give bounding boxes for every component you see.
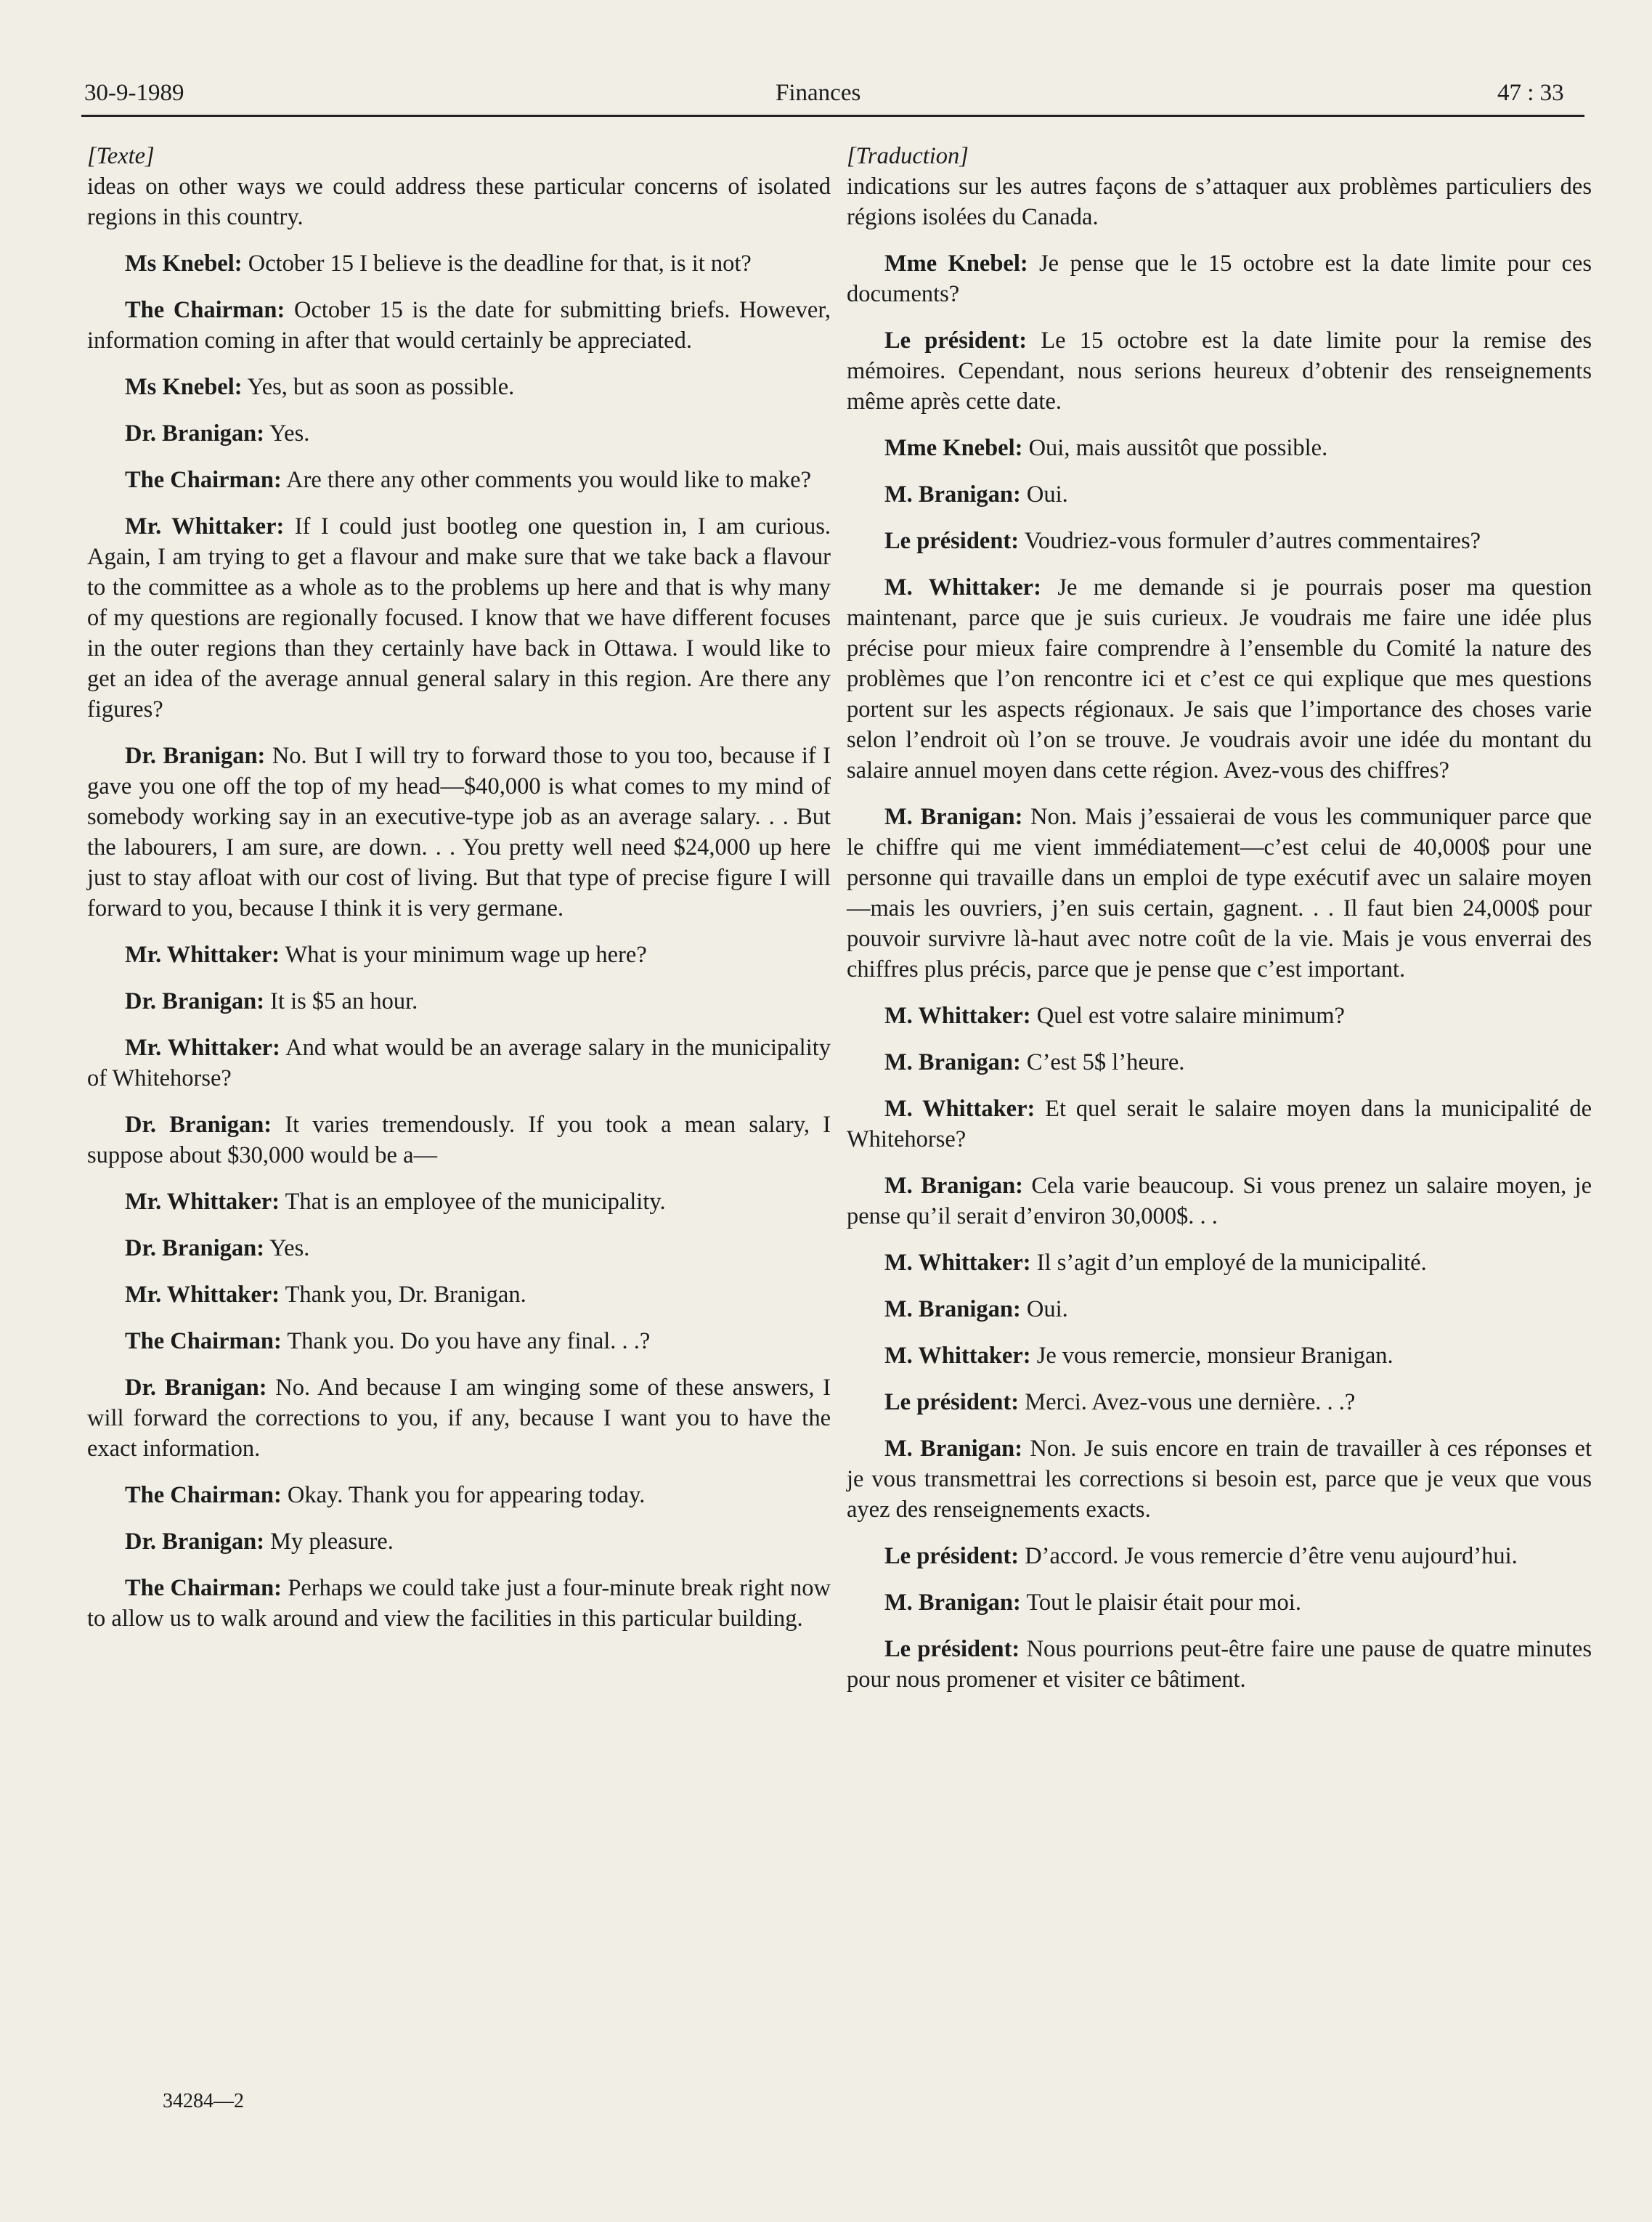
speech-text: And what would be an average salary in the municipality of Whitehorse? xyxy=(87,1035,831,1091)
speaker-name: Mr. Whittaker: xyxy=(125,1282,280,1308)
speech-text: Yes. xyxy=(264,1235,310,1261)
speech-text: Yes. xyxy=(264,420,310,447)
speech-paragraph xyxy=(87,741,831,924)
speaker-name: Ms Knebel: xyxy=(125,251,243,277)
speech-paragraph xyxy=(87,418,831,449)
speaker-name: M. Branigan: xyxy=(884,1173,1023,1199)
speech-text: October 15 is the date for submitting briefs. However, information coming in after that would certainly be appreciated. xyxy=(87,297,831,354)
speaker-name: Le président: xyxy=(884,1636,1020,1662)
speaker-name: Dr. Branigan: xyxy=(125,743,266,769)
speaker-name: M. Whittaker: xyxy=(884,574,1041,601)
intro-paragraph: ideas on other ways we could address these particular concerns of isolated regions in this country. xyxy=(87,174,831,230)
speech-text: Okay. Thank you for appearing today. xyxy=(281,1482,646,1508)
speech-paragraph xyxy=(87,1326,831,1356)
speech-paragraph xyxy=(847,526,1592,556)
speech-text: Tout le plaisir était pour moi. xyxy=(1020,1590,1301,1616)
speaker-name: Le président: xyxy=(884,528,1020,554)
speech-text: Voudriez-vous formuler d’autres commentaires? xyxy=(1019,528,1481,554)
speech-text: Non. Je suis encore en train de travailler à ces réponses et je vous transmettrai les corrections si besoin est, parce que je veux que vous ayez des renseignements exacts. xyxy=(847,1436,1592,1523)
speech-paragraph xyxy=(847,1171,1592,1232)
speaker-name: M. Branigan: xyxy=(884,1590,1021,1616)
speech-paragraph xyxy=(847,1387,1592,1417)
speech-text: Quel est votre salaire minimum? xyxy=(1030,1003,1345,1029)
speaker-name: Le président: xyxy=(884,327,1028,354)
speech-text: It is $5 an hour. xyxy=(264,988,418,1014)
speaker-name: Mr. Whittaker: xyxy=(125,1035,280,1061)
speaker-name: Le président: xyxy=(884,1543,1020,1569)
speech-text: Je me demande si je pourrais poser ma question maintenant, parce que je suis curieux. Je voudrais me faire une idée plus précise pour mieux faire comprendre à l’ensemble du Comité la nature des problèmes que l’on rencontre ici et c’est ce qui explique que mes questions portent sur les aspects régionaux. Je sais que l’importance des choses varie selon l’endroit où l’on se trouve. Je voudrais avoir une idée du montant du salaire annuel moyen dans cette région. Avez-vous des chiffres? xyxy=(847,574,1592,784)
speech-paragraph xyxy=(87,1372,831,1464)
speaker-name: Dr. Branigan: xyxy=(125,1112,272,1138)
speech-text: Are there any other comments you would like to make? xyxy=(281,467,812,493)
speaker-name: M. Whittaker: xyxy=(884,1096,1035,1122)
speech-text: Non. Mais j’essaierai de vous les communiquer parce que le chiffre qui me vient immédiatement—c’est celui de 40,000$ pour une personne qui travaille dans un emploi de type exécutif avec un salaire moyen—mais les ouvriers, j’en suis certain, gagnent. . . Il faut bien 24,000$ pour pouvoir survivre là-haut avec notre coût de la vie. Mais je vous enverrai des chiffres plus précis, parce que je pense que c’est important. xyxy=(847,804,1592,982)
speech-paragraph xyxy=(87,465,831,495)
speech-paragraph xyxy=(847,1634,1592,1695)
speech-paragraph xyxy=(87,1480,831,1510)
speech-text: It varies tremendously. If you took a mean salary, I suppose about $30,000 would be a— xyxy=(87,1112,831,1168)
speech-text: No. But I will try to forward those to you too, because if I gave you one off the top of my head—$40,000 is what comes to my mind of somebody working say in an executive-type job as an average salary. . . But the labourers, I am sure, are down. . . You pretty well need $24,000 up here just to stay afloat with our cost of living. But that type of precise figure I will forward to you, because I think it is very germane. xyxy=(87,743,831,921)
intro-paragraph: indications sur les autres façons de s’attaquer aux problèmes particuliers des régions isolées du Canada. xyxy=(847,174,1592,230)
speaker-name: The Chairman: xyxy=(125,297,285,323)
speech-text: October 15 I believe is the deadline for that, is it not? xyxy=(242,251,752,277)
header-date: 30-9-1989 xyxy=(84,80,184,106)
header-page-number: 47 : 33 xyxy=(1497,80,1564,106)
speech-paragraph xyxy=(847,1294,1592,1324)
speech-text: Oui. xyxy=(1020,481,1068,508)
speaker-name: Ms Knebel: xyxy=(125,374,243,400)
speaker-name: M. Branigan: xyxy=(884,481,1021,508)
speech-text: If I could just bootleg one question in, I am curious. Again, I am trying to get a flavour and make sure that we take back a flavour to the committee as a whole as to the problems up here and that is why many of my questions are regionally focused. I know that we have different focuses in the outer regions than they certainly have back in Ottawa. I would like to get an idea of the average annual general salary in this region. Are there any figures? xyxy=(87,513,831,723)
speech-paragraph xyxy=(847,1587,1592,1618)
speech-paragraph xyxy=(847,1433,1592,1525)
footer-code: 34284—2 xyxy=(163,2090,244,2112)
speech-paragraph xyxy=(847,1541,1592,1571)
speech-paragraph xyxy=(847,1094,1592,1155)
speech-paragraph xyxy=(847,1047,1592,1078)
speaker-name: The Chairman: xyxy=(125,467,282,493)
speech-text: Nous pourrions peut-être faire une pause de quatre minutes pour nous promener et visiter ce bâtiment. xyxy=(847,1636,1592,1693)
speaker-name: M. Branigan: xyxy=(884,804,1023,830)
speech-paragraph xyxy=(847,433,1592,463)
header-title: Finances xyxy=(776,80,861,106)
speaker-name: Mme Knebel: xyxy=(884,435,1023,461)
speaker-name: Mr. Whittaker: xyxy=(125,513,285,540)
speech-text: Il s’agit d’un employé de la municipalité. xyxy=(1030,1250,1427,1276)
speech-paragraph xyxy=(87,511,831,725)
speaker-name: M. Whittaker: xyxy=(884,1003,1031,1029)
speech-paragraph xyxy=(87,295,831,356)
speech-paragraph xyxy=(87,1187,831,1217)
speaker-name: Le président: xyxy=(884,1389,1020,1415)
speech-paragraph xyxy=(87,1233,831,1263)
speech-paragraph xyxy=(87,940,831,970)
speech-text: No. And because I am winging some of these answers, I will forward the corrections to you, if any, because I want you to have the exact information. xyxy=(87,1375,831,1462)
speech-text: That is an employee of the municipality. xyxy=(280,1189,666,1215)
speech-paragraph xyxy=(87,1033,831,1094)
speaker-name: M. Branigan: xyxy=(884,1049,1021,1075)
speech-text: Le 15 octobre est la date limite pour la remise des mémoires. Cependant, nous serions heureux d’obtenir des renseignements même après cette date. xyxy=(847,327,1592,415)
speech-paragraph xyxy=(847,325,1592,417)
speech-paragraph xyxy=(847,572,1592,786)
speech-text: C’est 5$ l’heure. xyxy=(1020,1049,1185,1075)
speaker-name: The Chairman: xyxy=(125,1575,282,1601)
speech-paragraph xyxy=(87,1279,831,1310)
speaker-name: Dr. Branigan: xyxy=(125,1529,265,1555)
speech-paragraph xyxy=(847,1340,1592,1371)
speech-text: Et quel serait le salaire moyen dans la municipalité de Whitehorse? xyxy=(847,1096,1592,1152)
speaker-name: The Chairman: xyxy=(125,1328,282,1354)
speech-paragraph xyxy=(847,248,1592,309)
speech-text: Oui, mais aussitôt que possible. xyxy=(1022,435,1328,461)
speaker-name: Dr. Branigan: xyxy=(125,988,265,1014)
speech-text: Thank you, Dr. Branigan. xyxy=(280,1282,526,1308)
speaker-name: Mme Knebel: xyxy=(884,251,1028,277)
speaker-name: Dr. Branigan: xyxy=(125,1235,265,1261)
speech-paragraph xyxy=(847,802,1592,985)
right-column-french xyxy=(847,141,1592,1711)
speech-text: Thank you. Do you have any final. . .? xyxy=(281,1328,651,1354)
speech-paragraph xyxy=(87,248,831,279)
speech-paragraph xyxy=(87,372,831,402)
speech-text: Perhaps we could take just a four-minute break right now to allow us to walk around and view the facilities in this particular building. xyxy=(87,1575,831,1632)
speech-text: What is your minimum wage up here? xyxy=(280,942,647,968)
speech-text: My pleasure. xyxy=(264,1529,394,1555)
speech-paragraph xyxy=(87,1573,831,1634)
speaker-name: The Chairman: xyxy=(125,1482,282,1508)
left-column-english xyxy=(87,141,831,1650)
column-label: [Texte] xyxy=(87,143,155,169)
speech-paragraph xyxy=(87,986,831,1017)
speech-text: Cela varie beaucoup. Si vous prenez un salaire moyen, je pense qu’il serait d’environ 30,000$. . . xyxy=(847,1173,1592,1229)
speech-text: Oui. xyxy=(1020,1296,1068,1322)
speech-paragraph xyxy=(847,1001,1592,1031)
column-label: [Traduction] xyxy=(847,143,969,169)
speech-paragraph xyxy=(847,479,1592,510)
speaker-name: Dr. Branigan: xyxy=(125,1375,267,1401)
speech-paragraph xyxy=(847,1248,1592,1278)
speech-paragraph xyxy=(87,1526,831,1557)
speaker-name: M. Whittaker: xyxy=(884,1250,1031,1276)
header-rule xyxy=(81,115,1584,117)
speech-text: Yes, but as soon as possible. xyxy=(242,374,515,400)
speaker-name: Dr. Branigan: xyxy=(125,420,265,447)
speaker-name: Mr. Whittaker: xyxy=(125,942,280,968)
speech-paragraph xyxy=(87,1110,831,1171)
speech-text: Je pense que le 15 octobre est la date limite pour ces documents? xyxy=(847,251,1592,307)
speaker-name: M. Whittaker: xyxy=(884,1343,1031,1369)
speaker-name: Mr. Whittaker: xyxy=(125,1189,280,1215)
speech-text: Merci. Avez-vous une dernière. . .? xyxy=(1019,1389,1356,1415)
speaker-name: M. Branigan: xyxy=(884,1436,1023,1462)
speech-text: Je vous remercie, monsieur Branigan. xyxy=(1030,1343,1393,1369)
speaker-name: M. Branigan: xyxy=(884,1296,1021,1322)
speech-text: D’accord. Je vous remercie d’être venu aujourd’hui. xyxy=(1019,1543,1518,1569)
